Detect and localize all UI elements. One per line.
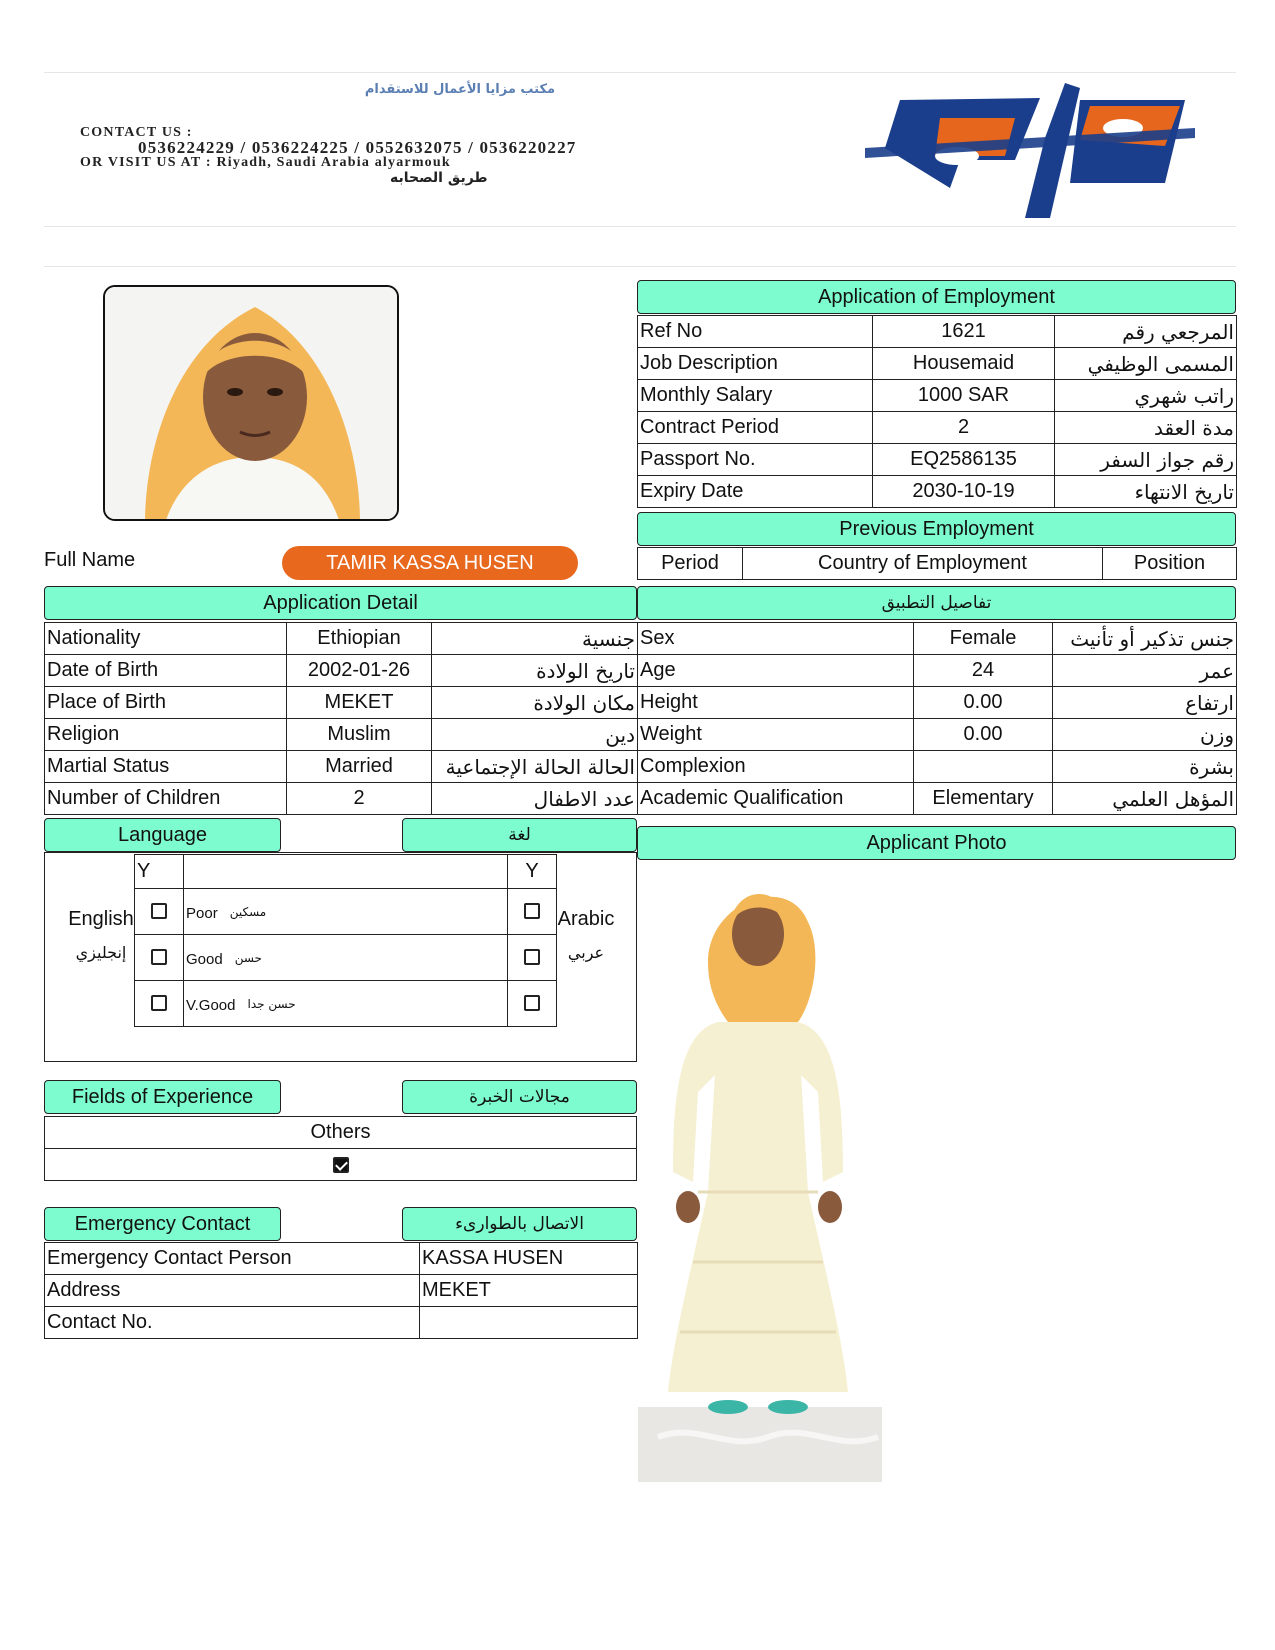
row-value: 0.00 [914,687,1053,719]
row-value: EQ2586135 [873,444,1055,476]
row-value: 2 [287,783,432,815]
table-row [45,623,638,655]
experience-header-arabic: مجالات الخبرة [402,1080,637,1114]
row-value: 0.00 [914,719,1053,751]
english-vgood-checkbox[interactable] [151,995,167,1011]
row-label-arabic: ارتفاع [1053,687,1237,719]
level-vgood-label: V.Good [186,997,236,1014]
company-logo [865,78,1215,218]
applicant-full-photo [638,862,882,1482]
previous-employment-header: Previous Employment [637,512,1236,546]
row-value: 1000 SAR [873,380,1055,412]
previous-employment-table [637,547,1237,580]
contact-address: OR VISIT US AT : Riyadh, Saudi Arabia alyarmouk [80,155,451,170]
row-label: Sex [638,623,914,655]
row-label-arabic: عمر [1053,655,1237,687]
english-poor-checkbox[interactable] [151,903,167,919]
row-label: Height [638,687,914,719]
language-level-blank [184,855,508,889]
english-poor-cell [135,889,184,935]
row-label: Martial Status [45,751,287,783]
contact-block [80,126,800,186]
row-label-arabic: وزن [1053,719,1237,751]
row-label-arabic: الحالة الحالة الإجتماعية [432,751,638,783]
row-label: Monthly Salary [638,380,873,412]
arabic-good-cell [508,935,557,981]
row-label-arabic: بشرة [1053,751,1237,783]
level-poor-label: Poor [186,905,218,922]
table-row [45,783,638,815]
level-good-label: Good [186,951,223,968]
table-row [638,412,1237,444]
level-good-label-ar: حسن [234,951,262,965]
row-label: Number of Children [45,783,287,815]
emergency-header: Emergency Contact [44,1207,281,1241]
experience-table [44,1116,637,1181]
full-name-value: TAMIR KASSA HUSEN [282,546,578,580]
language-level-row [135,889,557,935]
row-label-arabic: جنس تذكير أو تأنيث [1053,623,1237,655]
table-row [45,1243,638,1275]
row-value: 2030-10-19 [873,476,1055,508]
row-label: Complexion [638,751,914,783]
level-vgood-cell [184,981,508,1027]
row-value: 1621 [873,316,1055,348]
employment-table [637,315,1237,508]
english-good-checkbox[interactable] [151,949,167,965]
table-row [638,751,1237,783]
row-label: Place of Birth [45,687,287,719]
arabic-label-en: Arabic [557,908,615,930]
row-label-arabic: دين [432,719,638,751]
row-value: Married [287,751,432,783]
table-row [638,783,1237,815]
row-label-arabic: رقم جواز السفر [1055,444,1237,476]
table-row [638,687,1237,719]
arabic-label [555,902,617,970]
table-row [638,444,1237,476]
full-name-label: Full Name [44,549,136,571]
experience-header: Fields of Experience [44,1080,281,1114]
row-value: MEKET [287,687,432,719]
table-row [45,1275,638,1307]
language-level-row [135,935,557,981]
table-row [45,751,638,783]
applicant-photo-header: Applicant Photo [637,826,1236,860]
application-detail-header-arabic: تفاصيل التطبيق [637,586,1236,620]
table-row [638,655,1237,687]
contact-phones: 0536224229 / 0536224225 / 0552632075 / 0536220227 [138,138,577,157]
language-header-arabic: لغة [402,818,637,852]
language-y-row [135,855,557,889]
experience-field-label: Others [45,1117,637,1149]
level-poor-cell [184,889,508,935]
contact-heading: CONTACT US : [80,125,193,140]
arabic-vgood-checkbox[interactable] [524,995,540,1011]
row-label: Contract Period [638,412,873,444]
table-row [45,719,638,751]
row-value [914,751,1053,783]
row-label-arabic: مدة العقد [1055,412,1237,444]
table-row [638,476,1237,508]
row-label: Age [638,655,914,687]
contact-address-arabic: طريق الصحابه [390,170,488,186]
header-bottom-rule [44,226,1236,227]
arabic-poor-checkbox[interactable] [524,903,540,919]
employment-header: Application of Employment [637,280,1236,314]
row-value [420,1307,638,1339]
row-label: Contact No. [45,1307,420,1339]
row-value: 2002-01-26 [287,655,432,687]
row-label: Nationality [45,623,287,655]
column-position: Position [1103,548,1237,580]
table-row [45,1307,638,1339]
english-y-label: Y [135,855,184,889]
table-row [638,380,1237,412]
row-label: Religion [45,719,287,751]
row-label: Emergency Contact Person [45,1243,420,1275]
row-label: Address [45,1275,420,1307]
row-label: Passport No. [638,444,873,476]
language-level-row [135,981,557,1027]
arabic-poor-cell [508,889,557,935]
row-value: KASSA HUSEN [420,1243,638,1275]
column-period: Period [638,548,743,580]
row-value: Elementary [914,783,1053,815]
row-label: Weight [638,719,914,751]
english-vgood-cell [135,981,184,1027]
table-row [638,719,1237,751]
table-header-row [638,548,1237,580]
column-country: Country of Employment [743,548,1103,580]
application-detail-right-table [637,622,1237,815]
row-label-arabic: المسمى الوظيفي [1055,348,1237,380]
row-label-arabic: المؤهل العلمي [1053,783,1237,815]
english-label-ar: إنجليزي [75,943,127,962]
table-row [638,623,1237,655]
table-row [45,1117,637,1149]
table-row [45,687,638,719]
row-value: Female [914,623,1053,655]
experience-field-check-cell [45,1149,637,1181]
row-label-arabic: راتب شهري [1055,380,1237,412]
application-detail-header: Application Detail [44,586,637,620]
header-top-rule [44,72,1236,73]
row-value: 2 [873,412,1055,444]
arabic-label-ar: عربي [567,943,605,962]
row-label: Academic Qualification [638,783,914,815]
english-good-cell [135,935,184,981]
arabic-y-label: Y [508,855,557,889]
table-row [45,1149,637,1181]
table-row [638,316,1237,348]
table-row [45,655,638,687]
arabic-good-checkbox[interactable] [524,949,540,965]
english-label [68,902,134,970]
applicant-full-image [638,862,882,1482]
row-label-arabic: تاريخ الولادة [432,655,638,687]
level-vgood-label-ar: حسن جدا [247,997,296,1011]
language-level-table [134,854,557,1027]
table-row [638,348,1237,380]
emergency-table [44,1242,638,1339]
arabic-vgood-cell [508,981,557,1027]
row-label: Expiry Date [638,476,873,508]
language-header: Language [44,818,281,852]
row-label: Ref No [638,316,873,348]
row-label-arabic: تاريخ الانتهاء [1055,476,1237,508]
row-value: 24 [914,655,1053,687]
content-top-rule [44,266,1236,267]
row-label-arabic: عدد الاطفال [432,783,638,815]
english-label-en: English [68,908,134,930]
row-value: MEKET [420,1275,638,1307]
portrait-image [105,287,399,521]
row-label-arabic: جنسية [432,623,638,655]
portrait-photo [103,285,399,521]
application-detail-left-table [44,622,638,815]
office-name-arabic: مكتب مزايا الأعمال للاستقدام [364,82,556,97]
emergency-header-arabic: الاتصال بالطوارىء [402,1207,637,1241]
experience-others-checkbox[interactable] [333,1157,349,1173]
level-good-cell [184,935,508,981]
row-label-arabic: المرجعي رقم [1055,316,1237,348]
row-value: Muslim [287,719,432,751]
level-poor-label-ar: مسكين [229,905,267,919]
row-value: Ethiopian [287,623,432,655]
row-value: Housemaid [873,348,1055,380]
row-label: Date of Birth [45,655,287,687]
row-label-arabic: مكان الولادة [432,687,638,719]
row-label: Job Description [638,348,873,380]
